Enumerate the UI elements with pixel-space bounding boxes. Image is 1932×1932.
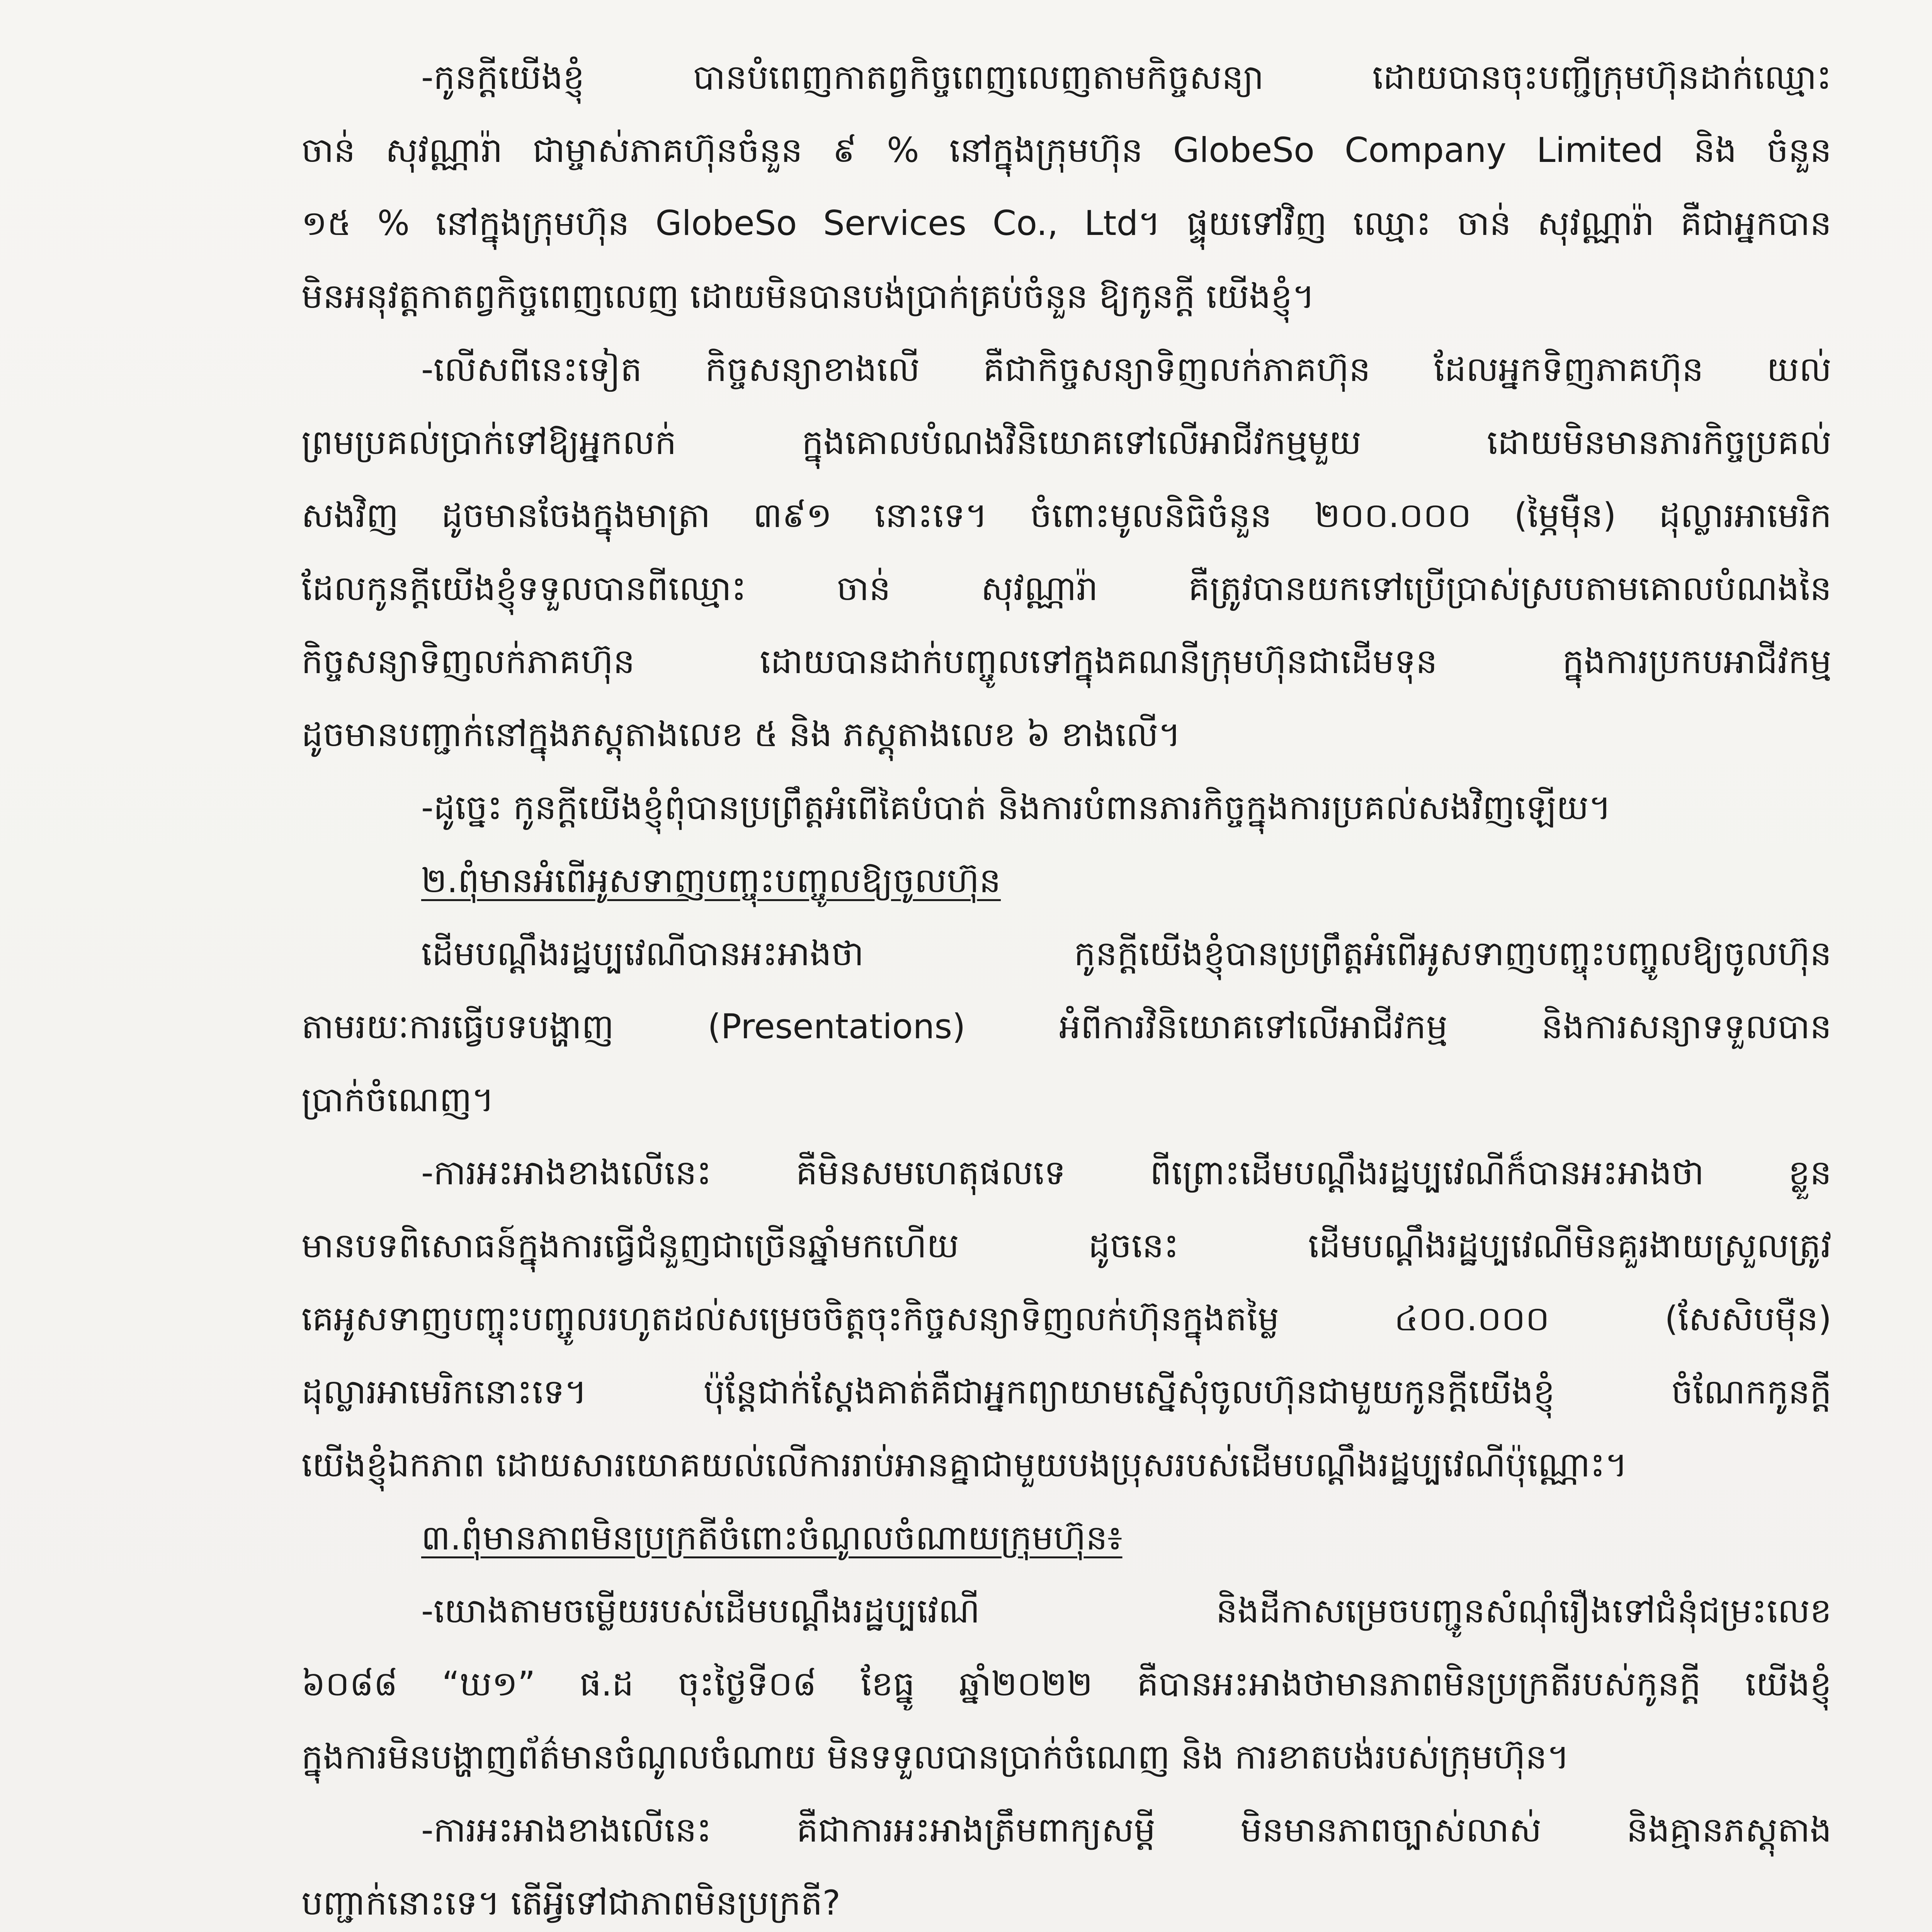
body-line (301, 1355, 1832, 1428)
line-text: -ការអះអាងខាងលើនេះ គឺមិនសមហេតុផលទេ ពីព្រោះដើមបណ្តឹងរដ្ឋប្បវេណីក៏បានអះអាងថា ខ្លួន (421, 1153, 1832, 1192)
body-line (301, 1209, 1832, 1282)
body-line (301, 333, 1832, 406)
line-text: ដូចមានបញ្ជាក់នៅក្នុងភស្តុតាងលេខ ៥ និង ភស្តុតាងលេខ ៦ ខាងលើ។ (301, 714, 1181, 754)
body-line (301, 479, 1832, 552)
line-text: -ការអះអាងខាងលើនេះ គឺជាការអះអាងត្រឹមពាក្យសម្តី មិនមានភាពច្បាស់លាស់ និងគ្មានភស្តុតាង (421, 1810, 1832, 1850)
body-line (301, 552, 1832, 625)
body-line (301, 260, 1832, 333)
line-text: ១៥ % នៅក្នុងក្រុមហ៊ុន GlobeSo Services Co., Ltd។ ផ្ទុយទៅវិញ ឈ្មោះ ចាន់ សុវណ្ណារ៉ា គឺជាអ្នកបាន (301, 203, 1832, 243)
line-text: -ដូច្នេះ កូនក្តីយើងខ្ញុំពុំបានប្រព្រឹត្តអំពើគៃបំបាត់ និងការបំពានភារកិច្ចក្នុងការប្រគល់សងវិញឡើយ។ (421, 787, 1611, 827)
body-line (301, 917, 1832, 990)
body-line (301, 1428, 1832, 1501)
body-line (301, 1574, 1832, 1647)
body-line (301, 1647, 1832, 1720)
body-line (301, 1136, 1832, 1209)
body-line (301, 771, 1832, 844)
line-text: បញ្ជាក់នោះទេ។ តើអ្វីទៅជាភាពមិនប្រក្រតី? (301, 1883, 841, 1923)
heading-text: ២.ពុំមានអំពើអូសទាញបញ្ចុះបញ្ចូលឱ្យចូលហ៊ុន (421, 861, 1001, 900)
body-line (301, 990, 1832, 1063)
line-text: កិច្ចសន្យាទិញលក់ភាគហ៊ុន ដោយបានដាក់បញ្ចូលទៅក្នុងគណនីក្រុមហ៊ុនជាដើមទុន ក្នុងការប្រកបអាជីវកម្ម (301, 641, 1832, 681)
body-line (301, 1793, 1832, 1866)
line-text: -លើសពីនេះទៀត កិច្ចសន្យាខាងលើ គឺជាកិច្ចសន្យាទិញលក់ភាគហ៊ុន ដែលអ្នកទិញភាគហ៊ុន យល់ (421, 349, 1832, 389)
body-line (301, 698, 1832, 771)
line-text: -យោងតាមចម្លើយរបស់ដើមបណ្តឹងរដ្ឋប្បវេណី និងដីកាសម្រេចបញ្ជូនសំណុំរឿងទៅជំនុំជម្រះលេខ (421, 1591, 1832, 1631)
body-line (301, 114, 1832, 187)
body-line (301, 1866, 1832, 1932)
line-text: ចាន់ សុវណ្ណារ៉ា ជាម្ចាស់ភាគហ៊ុនចំនួន ៩ % នៅក្នុងក្រុមហ៊ុន GlobeSo Company Limited និង ចំនួន (301, 130, 1832, 170)
body-line (301, 625, 1832, 698)
line-text: មានបទពិសោធន៍ក្នុងការធ្វើជំនួញជាច្រើនឆ្នាំមកហើយ ដូចនេះ ដើមបណ្តឹងរដ្ឋប្បវេណីមិនគួរងាយស្រួលត្រូវ (301, 1226, 1832, 1265)
line-text: គេអូសទាញបញ្ចុះបញ្ចូលរហូតដល់សម្រេចចិត្តចុះកិច្ចសន្យាទិញលក់ហ៊ុនក្នុងតម្លៃ ៤០០.០០០ (សែសិបម៉ឺន) (301, 1299, 1832, 1338)
line-text: យើងខ្ញុំឯកភាព ដោយសារយោគយល់លើការរាប់អានគ្នាជាមួយបងប្រុសរបស់ដើមបណ្តឹងរដ្ឋប្បវេណីប៉ុណ្ណោះ។ (301, 1445, 1628, 1485)
line-text: ព្រមប្រគល់ប្រាក់ទៅឱ្យអ្នកលក់ ក្នុងគោលបំណងវិនិយោគទៅលើអាជីវកម្មមួយ ដោយមិនមានភារកិច្ចប្រគល់ (301, 422, 1832, 462)
line-text: ដែលកូនក្តីយើងខ្ញុំទទួលបានពីឈ្មោះ ចាន់ សុវណ្ណារ៉ា គឺត្រូវបានយកទៅប្រើប្រាស់ស្របតាមគោលបំណងនៃ (301, 568, 1832, 608)
line-text: សងវិញ ដូចមានចែងក្នុងមាត្រា ៣៩១ នោះទេ។ ចំពោះមូលនិធិចំនួន ២០០.០០០ (ម្ភៃម៉ឺន) ដុល្លារអាមេរិក (301, 495, 1832, 535)
heading-text: ៣.ពុំមានភាពមិនប្រក្រតីចំពោះចំណូលចំណាយក្រុមហ៊ុន៖ (421, 1518, 1122, 1558)
line-text: ៦០៨៨ “ឃ១” ផ.ដ ចុះថ្ងៃទី០៨ ខែធ្នូ ឆ្នាំ២០២២ គឺបានអះអាងថាមានភាពមិនប្រក្រតីរបស់កូនក្តី យើងខ្ញុំ (301, 1664, 1832, 1704)
line-text: ដុល្លារអាមេរិកនោះទេ។ ប៉ុន្តែជាក់ស្តែងគាត់គឺជាអ្នកព្យាយាមស្នើសុំចូលហ៊ុនជាមួយកូនក្តីយើងខ្ញុំ ចំណែកកូនក្តី (301, 1372, 1832, 1412)
line-text: ប្រាក់ចំណេញ។ (301, 1080, 494, 1119)
line-text: ដើមបណ្តឹងរដ្ឋប្បវេណីបានអះអាងថា កូនក្តីយើងខ្ញុំបានប្រព្រឹត្តអំពើអូសទាញបញ្ចុះបញ្ចូលឱ្យចូលហ៊ុន (421, 934, 1832, 973)
document-body (301, 41, 1832, 1932)
section-heading (301, 844, 1832, 917)
body-line (301, 187, 1832, 260)
body-line (301, 41, 1832, 114)
body-line (301, 1063, 1832, 1136)
body-line (301, 1720, 1832, 1793)
body-line (301, 1282, 1832, 1355)
line-text: តាមរយៈការធ្វើបទបង្ហាញ (Presentations) អំពីការវិនិយោគទៅលើអាជីវកម្ម និងការសន្យាទទួលបាន (301, 1007, 1832, 1046)
line-text: ក្នុងការមិនបង្ហាញព័ត៌មានចំណូលចំណាយ មិនទទួលបានប្រាក់ចំណេញ និង ការខាតបង់របស់ក្រុមហ៊ុន។ (301, 1737, 1570, 1777)
body-line (301, 406, 1832, 479)
section-heading (301, 1501, 1832, 1574)
line-text: -កូនក្តីយើងខ្ញុំ បានបំពេញកាតព្វកិច្ចពេញលេញតាមកិច្ចសន្យា ដោយបានចុះបញ្ជីក្រុមហ៊ុនដាក់ឈ្មោះ (421, 57, 1832, 97)
line-text: មិនអនុវត្តកាតព្វកិច្ចពេញលេញ ដោយមិនបានបង់ប្រាក់គ្រប់ចំនួន ឱ្យកូនក្តី យើងខ្ញុំ។ (301, 276, 1315, 316)
